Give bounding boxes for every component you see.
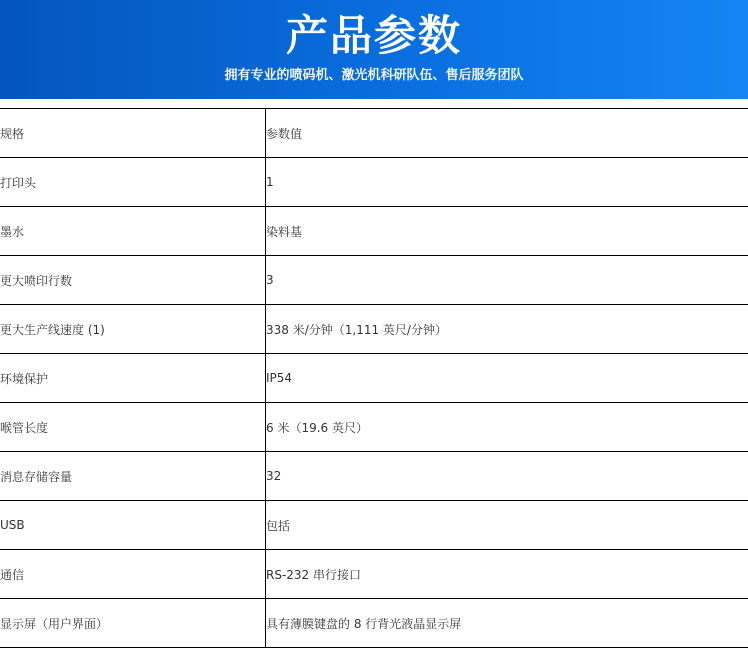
spec-name-cell: 墨水 [0, 207, 266, 256]
page-subtitle: 拥有专业的喷码机、激光机科研队伍、售后服务团队 [224, 68, 524, 83]
spec-value-cell: 包括 [266, 501, 748, 550]
spec-name-cell: 环境保护 [0, 354, 266, 403]
table-row [0, 403, 748, 452]
spec-value-cell: 具有薄膜键盘的 8 行背光液晶显示屏 [266, 599, 748, 648]
spec-value-cell: 参数值 [266, 109, 748, 158]
spec-name-cell: 更大喷印行数 [0, 256, 266, 305]
table-row [0, 305, 748, 354]
page-title: 产品参数 [285, 11, 462, 60]
spec-value-cell: RS-232 串行接口 [266, 550, 748, 599]
table-row [0, 599, 748, 648]
spec-name-cell: 通信 [0, 550, 266, 599]
table-row [0, 256, 748, 305]
spec-name-cell: USB [0, 501, 266, 550]
table-row [0, 158, 748, 207]
spec-table [0, 108, 748, 648]
table-row [0, 109, 748, 158]
spec-value-cell: 3 [266, 256, 748, 305]
spec-value-cell: IP54 [266, 354, 748, 403]
table-row [0, 550, 748, 599]
spec-name-cell: 喉管长度 [0, 403, 266, 452]
spec-value-cell: 1 [266, 158, 748, 207]
header-banner [0, 0, 748, 99]
spec-name-cell: 规格 [0, 109, 266, 158]
spec-name-cell: 消息存储容量 [0, 452, 266, 501]
table-row [0, 501, 748, 550]
spec-value-cell: 6 米（19.6 英尺） [266, 403, 748, 452]
spec-name-cell: 打印头 [0, 158, 266, 207]
spec-value-cell: 染料基 [266, 207, 748, 256]
spec-name-cell: 显示屏（用户界面） [0, 599, 266, 648]
spec-value-cell: 338 米/分钟（1,111 英尺/分钟） [266, 305, 748, 354]
table-row [0, 207, 748, 256]
table-row [0, 354, 748, 403]
spec-value-cell: 32 [266, 452, 748, 501]
table-row [0, 452, 748, 501]
spec-name-cell: 更大生产线速度 (1) [0, 305, 266, 354]
